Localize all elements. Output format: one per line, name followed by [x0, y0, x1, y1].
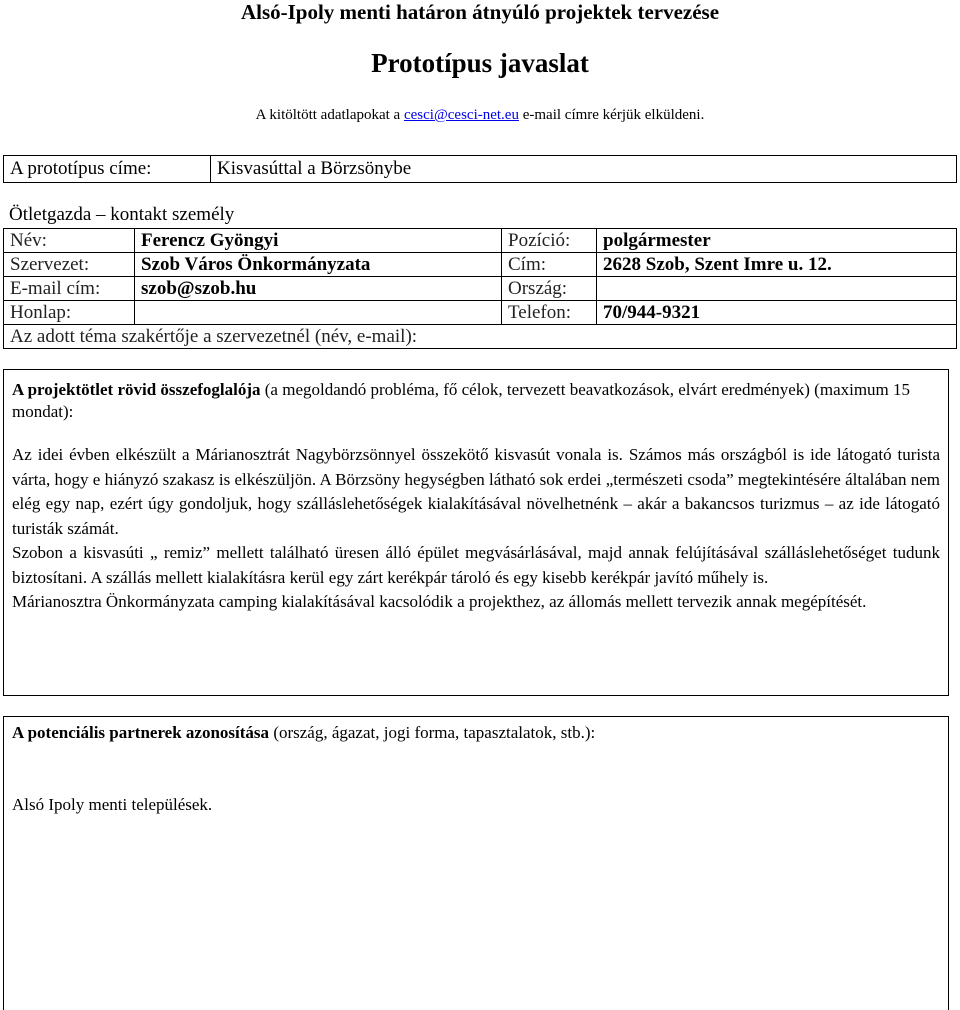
summary-heading-bold: A projektötlet rövid összefoglalója [12, 380, 261, 399]
organization-field[interactable]: Szob Város Önkormányzata [135, 253, 502, 277]
prototype-title-label: A prototípus címe: [4, 156, 211, 183]
email-field[interactable]: szob@szob.hu [135, 277, 502, 301]
country-field[interactable] [597, 277, 957, 301]
partners-heading-bold: A potenciális partnerek azonosítása [12, 723, 270, 742]
document-subtitle: Prototípus javaslat [371, 48, 589, 78]
country-label: Ország: [502, 277, 597, 301]
document-title: Alsó-Ipoly menti határon átnyúló projektek tervezése [240, 0, 720, 24]
prototype-title-table [3, 155, 957, 183]
name-label: Név: [4, 229, 135, 253]
address-label: Cím: [502, 253, 597, 277]
website-label: Honlap: [4, 301, 135, 325]
summary-box[interactable] [3, 369, 949, 696]
contact-table [3, 228, 957, 349]
address-field[interactable]: 2628 Szob, Szent Imre u. 12. [597, 253, 957, 277]
email-link[interactable]: cesci@cesci-net.eu [403, 107, 519, 123]
partners-heading-rest: (ország, ágazat, jogi forma, tapasztalatok, stb.): [269, 723, 596, 742]
partners-box[interactable] [3, 716, 949, 1010]
prototype-title-field[interactable]: Kisvasúttal a Börzsönybe [211, 156, 957, 183]
contact-heading: Ötletgazda – kontakt személy [9, 204, 235, 225]
submission-note [0, 107, 960, 124]
partners-text: Alsó Ipoly menti települések. [12, 795, 213, 814]
summary-text [12, 443, 940, 615]
summary-paragraph: Márianosztra Önkormányzata camping kialakításával kacsolódik a projekthez, az állomás mellett tervezik annak megépítését. [12, 592, 867, 611]
summary-heading [12, 379, 940, 423]
website-field[interactable] [135, 301, 502, 325]
summary-paragraph: Az idei évben elkészült a Márianosztrát Nagybörzsönnyel összekötő kisvasút vonala is. Számos más országból is ide látogató turista várta, hogy e hiányzó szakasz is elkészüljön. A Börzsöny hegységben látható sok erdei „természeti csoda” megtekintésére általában nem elég egy nap, ezért úgy gondoljuk, hogy szálláslehetőségek kialakításával növelhetnénk – akár a bakancsos turizmus – az ide látogató turisták számát. [12, 445, 940, 538]
summary-heading-rest: (a megoldandó probléma, fő célok, tervezett beavatkozások, elvárt eredmények) (maximum 15 mondat): [12, 380, 911, 421]
name-field[interactable]: Ferencz Gyöngyi [135, 229, 502, 253]
note-text-after: e-mail címre kérjük elküldeni. [518, 107, 705, 123]
position-field[interactable]: polgármester [597, 229, 957, 253]
note-text-before: A kitöltött adatlapokat a [255, 107, 404, 123]
organization-label: Szervezet: [4, 253, 135, 277]
partners-heading [12, 723, 940, 743]
summary-paragraph: Szobon a kisvasúti „ remiz” mellett található üresen álló épület megvásárlásával, majd annak felújításával szálláslehetőséget tudunk biztosítani. A szállás mellett kialakításra kerül egy zárt kerékpár tároló és egy kisebb kerékpár javító műhely is. [12, 543, 940, 587]
phone-field[interactable]: 70/944-9321 [597, 301, 957, 325]
position-label: Pozíció: [502, 229, 597, 253]
email-label: E-mail cím: [4, 277, 135, 301]
phone-label: Telefon: [502, 301, 597, 325]
expert-label: Az adott téma szakértője a szervezetnél (név, e-mail): [4, 325, 957, 349]
